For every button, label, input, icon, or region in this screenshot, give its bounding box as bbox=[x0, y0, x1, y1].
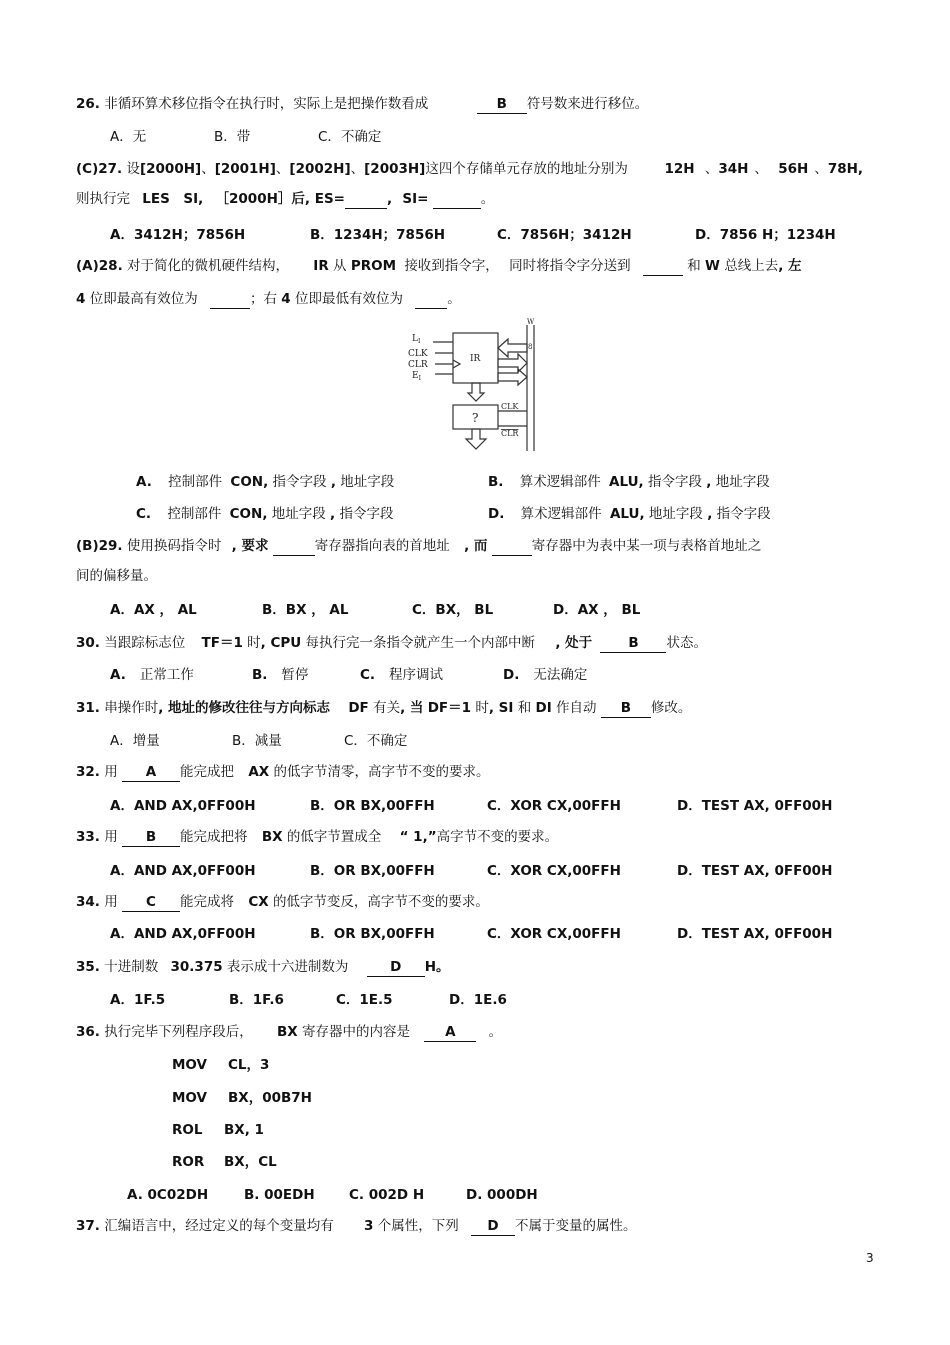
q26-option-b: B．带 bbox=[214, 129, 251, 145]
q27-addr-3: [2002H] bbox=[289, 161, 351, 177]
q27-text: ［2000H］后 bbox=[215, 191, 305, 207]
q27-si-label: SI= bbox=[402, 191, 429, 207]
q32-option-d: D．TEST AX, 0FF00H bbox=[677, 798, 833, 814]
q28-circuit-diagram bbox=[400, 315, 550, 457]
q28-option-a bbox=[136, 472, 394, 492]
q28-option-text: , bbox=[330, 474, 336, 490]
q27-sep: , bbox=[386, 191, 393, 207]
q29-option-c: C．BX， BL bbox=[412, 602, 494, 618]
q28-option-letter: B. bbox=[488, 474, 504, 490]
q28-blank-1 bbox=[643, 258, 683, 276]
q28-option-b bbox=[488, 472, 770, 492]
q36-code-line-1 bbox=[172, 1055, 269, 1075]
q37-text: 汇编语言中，经过定义的每个变量均有 bbox=[104, 1218, 334, 1234]
q36-text: 寄存器中的内容是 bbox=[302, 1024, 411, 1040]
q28-text: 总线上去 bbox=[724, 258, 779, 274]
q27-sep: 、 bbox=[754, 161, 768, 177]
q26-number: 26. bbox=[76, 96, 100, 112]
q31-text: , 当 bbox=[400, 700, 424, 716]
q31-di: DI bbox=[535, 700, 552, 716]
q29-text: 寄存器中为表中某一项与表格首地址之 bbox=[531, 538, 762, 554]
q34-text: 的低字节变反，高字节不变的要求。 bbox=[272, 894, 489, 910]
q28-option-text: 控制部件 bbox=[167, 506, 222, 522]
diagram-label-q: ? bbox=[472, 411, 479, 425]
q28-text: 。 bbox=[447, 291, 461, 307]
q35-tail: H。 bbox=[424, 959, 450, 975]
q31-stem bbox=[76, 698, 691, 718]
q28-text: 4 bbox=[281, 291, 291, 307]
q35-option-b: B．1F.6 bbox=[229, 992, 284, 1008]
q33-text: 的低字节置成全 bbox=[286, 829, 382, 845]
q37-text: 个属性，下列 bbox=[377, 1218, 459, 1234]
q30-text: 每执行完一条指令就产生一个内部中断 bbox=[305, 635, 536, 651]
q28-text: 同时将指令字分送到 bbox=[509, 258, 631, 274]
q30-option-text: 暂停 bbox=[281, 667, 309, 683]
q37-number: 37. bbox=[76, 1218, 100, 1234]
q28-text: 和 bbox=[687, 258, 701, 274]
q28-text: 对于简化的微机硬件结构， bbox=[127, 258, 289, 274]
diagram-label-clr-2: CLR bbox=[501, 429, 519, 438]
q28-blank-2 bbox=[210, 291, 250, 309]
q33-stem bbox=[76, 827, 558, 847]
q30-option-text: 程序调试 bbox=[389, 667, 444, 683]
q33-option-b: B．OR BX,00FFH bbox=[310, 863, 435, 879]
q28-stem bbox=[76, 256, 802, 276]
q27-instruction: LES SI, bbox=[142, 191, 204, 207]
q27-text: 这四个存储单元存放的地址分别为 bbox=[425, 161, 628, 177]
q30-option-text: 无法确定 bbox=[533, 667, 588, 683]
q27-option-b: B．1234H；7856H bbox=[310, 227, 446, 243]
q29-option-a: A．AX ， AL bbox=[110, 602, 197, 618]
diagram-label-e1: $E_I$ bbox=[412, 371, 421, 382]
q29-text: , 要求 bbox=[231, 538, 269, 554]
q28-option-text: 地址字段 bbox=[340, 474, 395, 490]
q32-stem bbox=[76, 762, 489, 782]
q28-text: 从 bbox=[333, 258, 347, 274]
q30-option-a bbox=[110, 665, 194, 685]
q37-answer-blank: D bbox=[471, 1218, 515, 1236]
q32-option-b: B．OR BX,00FFH bbox=[310, 798, 435, 814]
q28-option-text: 算术逻辑部件 bbox=[519, 474, 601, 490]
q27-text: 则执行完 bbox=[76, 191, 130, 207]
q36-stem bbox=[76, 1022, 502, 1042]
q34-register: CX bbox=[248, 894, 269, 910]
q30-number: 30. bbox=[76, 635, 100, 651]
q30-stem bbox=[76, 633, 707, 653]
q27-sep: 、 bbox=[275, 161, 290, 177]
q32-text: 用 bbox=[104, 764, 118, 780]
q34-option-d: D．TEST AX, 0FF00H bbox=[677, 926, 833, 942]
q30-option-letter: D. bbox=[503, 667, 520, 683]
q36-option-d: D. 000DH bbox=[466, 1187, 538, 1203]
q28-option-text: 算术逻辑部件 bbox=[520, 506, 602, 522]
q36-number: 36. bbox=[76, 1024, 100, 1040]
q34-option-b: B．OR BX,00FFH bbox=[310, 926, 435, 942]
q31-text: 和 bbox=[517, 700, 532, 716]
q33-option-d: D．TEST AX, 0FF00H bbox=[677, 863, 833, 879]
q34-answer-blank: C bbox=[122, 894, 180, 912]
q28-option-letter: D. bbox=[488, 506, 505, 522]
q28-stem-line2 bbox=[76, 289, 461, 309]
q28-text: , 左 bbox=[778, 258, 802, 274]
q31-option-c: C．不确定 bbox=[344, 733, 408, 749]
diagram-label-bus-width: 8 bbox=[528, 343, 533, 351]
q27-option-a: A．3412H；7856H bbox=[110, 227, 246, 243]
q31-text: 串操作时 bbox=[104, 700, 159, 716]
q28-w: W bbox=[705, 258, 720, 274]
q28-option-text: ALU, bbox=[609, 506, 645, 522]
q28-text: 位即最低有效位为 bbox=[295, 291, 403, 307]
q27-stem bbox=[76, 159, 863, 179]
q35-value: 30.375 bbox=[170, 959, 223, 975]
q27-sep: 、 bbox=[201, 161, 215, 177]
q32-text: 的低字节清零，高字节不变的要求。 bbox=[273, 764, 490, 780]
q26-tail: 符号数来进行移位。 bbox=[526, 96, 649, 112]
q32-option-a: A．AND AX,0FF00H bbox=[110, 798, 256, 814]
q31-option-b: B．减量 bbox=[232, 733, 282, 749]
q26-stem bbox=[76, 94, 648, 114]
q28-option-d bbox=[488, 504, 771, 524]
q26-option-c: C．不确定 bbox=[318, 129, 382, 145]
q27-tail: 。 bbox=[480, 191, 495, 207]
q28-text: 4 bbox=[76, 291, 86, 307]
q33-option-c: C．XOR CX,00FFH bbox=[487, 863, 621, 879]
q33-number: 33. bbox=[76, 829, 100, 845]
diagram-label-ir: IR bbox=[470, 354, 481, 364]
q30-tf: TF＝1 bbox=[201, 635, 243, 651]
q34-text: 用 bbox=[104, 894, 118, 910]
q29-blank-1 bbox=[273, 538, 315, 556]
q34-number: 34. bbox=[76, 894, 100, 910]
q31-option-a: A．增量 bbox=[110, 733, 160, 749]
q26-text: 非循环算术移位指令在执行时，实际上是把操作数看成 bbox=[104, 96, 429, 112]
q27-si-blank bbox=[433, 191, 481, 209]
q30-text: 时 bbox=[247, 635, 261, 651]
q32-answer-blank: A bbox=[122, 764, 180, 782]
q28-option-text: 指令字段 bbox=[716, 506, 771, 522]
q28-option-text: 指令字段 bbox=[272, 474, 327, 490]
page-number: 3 bbox=[866, 1251, 874, 1265]
diagram-label-l1: $L_I$ bbox=[412, 334, 421, 345]
q28-option-c bbox=[136, 504, 393, 524]
q29-text: , 而 bbox=[464, 538, 488, 554]
q35-option-a: A．1F.5 bbox=[110, 992, 166, 1008]
q30-answer-blank: B bbox=[600, 635, 666, 653]
q28-option-text: ALU, bbox=[609, 474, 644, 490]
q35-text: 十进制数 bbox=[104, 959, 159, 975]
q27-addr-1: [2000H] bbox=[139, 161, 202, 177]
q29-option-b: B．BX ， AL bbox=[262, 602, 349, 618]
q30-option-d bbox=[503, 665, 587, 685]
q29-text: 寄存器指向表的首地址 bbox=[314, 538, 450, 554]
q35-option-c: C．1E.5 bbox=[336, 992, 393, 1008]
q29-blank-2 bbox=[492, 538, 532, 556]
q29-option-d: D．AX ， BL bbox=[553, 602, 641, 618]
q33-option-a: A．AND AX,0FF00H bbox=[110, 863, 256, 879]
q31-si: , SI bbox=[488, 700, 514, 716]
q37-tail: 不属于变量的属性。 bbox=[515, 1218, 637, 1234]
q36-option-a: A. 0C02DH bbox=[127, 1187, 209, 1203]
q28-option-text: 地址字段 bbox=[648, 506, 703, 522]
q30-text: 当跟踪标志位 bbox=[104, 635, 186, 651]
q28-option-text: 地址字段 bbox=[715, 474, 770, 490]
q30-option-text: 正常工作 bbox=[139, 667, 194, 683]
q28-blank-3 bbox=[415, 291, 447, 309]
q29-text: 使用换码指令时 bbox=[126, 538, 222, 554]
q33-register: BX bbox=[261, 829, 283, 845]
code-operands: BX，CL bbox=[224, 1154, 277, 1170]
q28-prom: PROM bbox=[350, 258, 397, 274]
q27-value-2: 34H bbox=[718, 161, 749, 177]
q35-number: 35. bbox=[76, 959, 100, 975]
q31-tail: 修改。 bbox=[650, 700, 692, 716]
q36-code-line-2 bbox=[172, 1088, 312, 1108]
q27-value-3: 56H bbox=[778, 161, 809, 177]
q27-addr-2: [2001H] bbox=[214, 161, 276, 177]
q30-text: , 处于 bbox=[555, 635, 593, 651]
q34-stem bbox=[76, 892, 489, 912]
q31-number: 31. bbox=[76, 700, 100, 716]
diagram-label-w: W bbox=[527, 318, 535, 326]
q36-option-b: B. 00EDH bbox=[244, 1187, 315, 1203]
q30-option-letter: B. bbox=[252, 667, 268, 683]
q28-option-text: CON, bbox=[229, 506, 268, 522]
code-opcode: MOV bbox=[172, 1057, 207, 1073]
q31-text: 时 bbox=[475, 700, 489, 716]
q28-option-text: 指令字段 bbox=[647, 474, 702, 490]
code-operands: CL，3 bbox=[228, 1057, 270, 1073]
q28-option-text: , bbox=[330, 506, 336, 522]
q36-register: BX bbox=[277, 1024, 298, 1040]
q27-addr-4: [2003H] bbox=[364, 161, 426, 177]
q37-stem bbox=[76, 1216, 637, 1236]
q30-option-b bbox=[252, 665, 308, 685]
q28-option-letter: C. bbox=[136, 506, 152, 522]
q28-option-text: , bbox=[707, 506, 713, 522]
q33-text: 能完成把将 bbox=[180, 829, 248, 845]
q28-option-text: , bbox=[706, 474, 712, 490]
q36-option-c: C. 002D H bbox=[349, 1187, 425, 1203]
q28-option-letter: A. bbox=[136, 474, 152, 490]
q27-option-c: C．7856H；3412H bbox=[497, 227, 632, 243]
q28-prefix: (A)28. bbox=[76, 258, 123, 274]
code-opcode: MOV bbox=[172, 1090, 207, 1106]
q27-value-1: 12H bbox=[664, 161, 695, 177]
q27-sep: 、 bbox=[704, 161, 719, 177]
q27-sep: 、 bbox=[814, 161, 828, 177]
q35-stem bbox=[76, 957, 450, 977]
q26-answer-blank: B bbox=[477, 96, 527, 114]
diagram-label-clk-2: CLK bbox=[501, 402, 519, 411]
q34-text: 能完成将 bbox=[180, 894, 235, 910]
q28-text: ；右 bbox=[250, 291, 277, 307]
q30-cpu: , CPU bbox=[260, 635, 302, 651]
q29-stem bbox=[76, 536, 761, 556]
q36-answer-blank: A bbox=[424, 1024, 476, 1042]
q31-text: 作自动 bbox=[556, 700, 597, 716]
q26-option-a: A．无 bbox=[110, 129, 147, 145]
q27-es-label: , ES= bbox=[304, 191, 345, 207]
q35-text: 表示成十六进制数为 bbox=[226, 959, 349, 975]
q27-sep: 、 bbox=[350, 161, 365, 177]
q32-text: 能完成把 bbox=[180, 764, 235, 780]
code-operands: BX, 1 bbox=[224, 1122, 264, 1138]
q31-df1: DF＝1 bbox=[427, 700, 472, 716]
q28-option-text: 指令字段 bbox=[339, 506, 394, 522]
q34-option-a: A．AND AX,0FF00H bbox=[110, 926, 256, 942]
q35-answer-blank: D bbox=[367, 959, 425, 977]
q32-option-c: C．XOR CX,00FFH bbox=[487, 798, 621, 814]
q36-code-line-4 bbox=[172, 1152, 277, 1172]
q36-text: 执行完毕下列程序段后， bbox=[104, 1024, 253, 1040]
q30-option-letter: C. bbox=[360, 667, 376, 683]
q28-text: 接收到指令字， bbox=[404, 258, 499, 274]
q28-option-text: CON, bbox=[230, 474, 269, 490]
q30-option-letter: A. bbox=[110, 667, 126, 683]
q31-df: DF bbox=[348, 700, 369, 716]
q31-text: , 地址的修改往往与方向标志 bbox=[158, 700, 331, 716]
q28-option-text: 控制部件 bbox=[168, 474, 223, 490]
q32-number: 32. bbox=[76, 764, 100, 780]
q34-option-c: C．XOR CX,00FFH bbox=[487, 926, 621, 942]
q30-tail: 状态。 bbox=[666, 635, 707, 651]
code-opcode: ROL bbox=[172, 1122, 203, 1138]
q33-quote: “ 1,” bbox=[399, 829, 437, 845]
q27-text: 设 bbox=[126, 161, 140, 177]
q33-answer-blank: B bbox=[122, 829, 180, 847]
code-operands: BX，00B7H bbox=[228, 1090, 312, 1106]
q37-count: 3 bbox=[364, 1218, 374, 1234]
q33-text: 高字节不变的要求。 bbox=[436, 829, 559, 845]
q27-prefix: (C)27. bbox=[76, 161, 123, 177]
q27-option-d: D．7856 H；1234H bbox=[695, 227, 836, 243]
q28-text: 位即最高有效位为 bbox=[89, 291, 198, 307]
q36-tail: 。 bbox=[488, 1024, 503, 1040]
q28-option-text: 地址字段 bbox=[271, 506, 326, 522]
q28-ir: IR bbox=[313, 258, 329, 274]
q31-answer-blank: B bbox=[601, 700, 651, 718]
q29-prefix: (B)29. bbox=[76, 538, 123, 554]
q36-code-line-3 bbox=[172, 1120, 264, 1140]
code-opcode: ROR bbox=[172, 1154, 205, 1170]
q31-text: 有关 bbox=[373, 700, 401, 716]
diagram-label-clk: CLK bbox=[408, 349, 428, 359]
q27-value-4: 78H, bbox=[827, 161, 864, 177]
q32-register: AX bbox=[248, 764, 270, 780]
q27-stem-line2 bbox=[76, 189, 494, 209]
q30-option-c bbox=[360, 665, 443, 685]
q27-es-blank bbox=[345, 191, 387, 209]
q35-option-d: D．1E.6 bbox=[449, 992, 507, 1008]
diagram-label-clr: CLR bbox=[408, 360, 428, 370]
q33-text: 用 bbox=[104, 829, 118, 845]
q29-stem-line2: 间的偏移量。 bbox=[76, 568, 157, 584]
